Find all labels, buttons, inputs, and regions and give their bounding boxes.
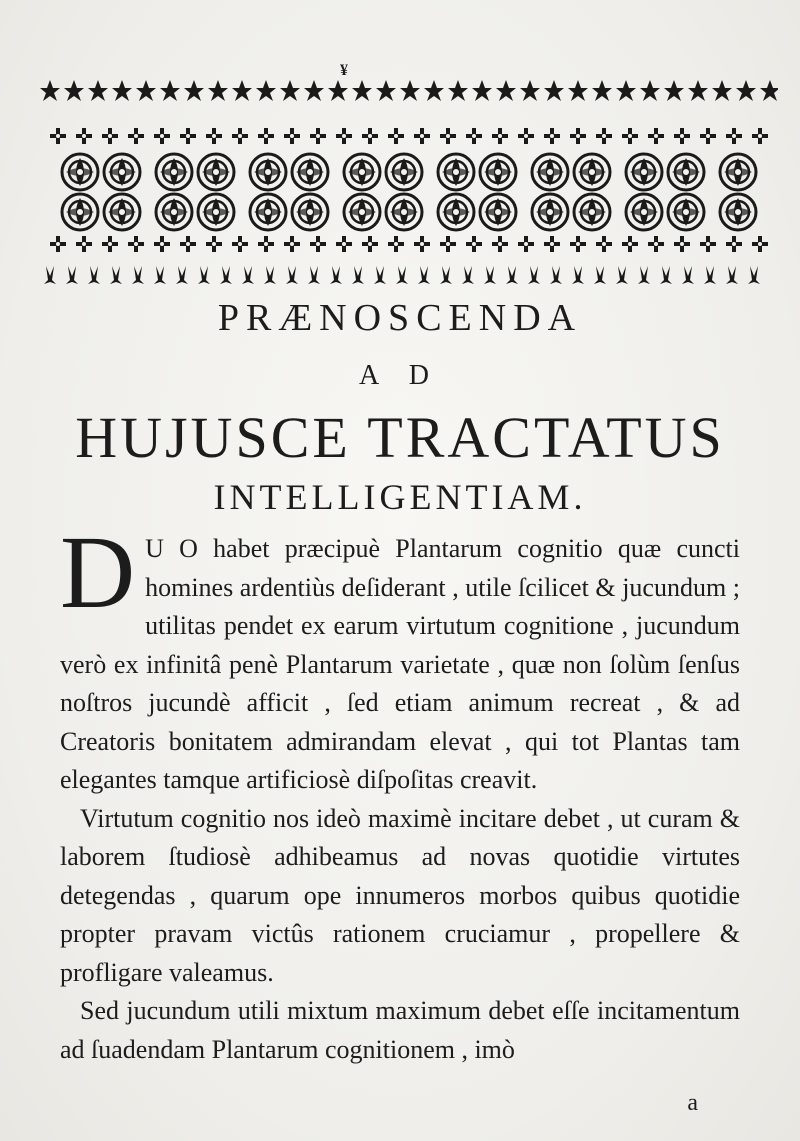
title-intelligentiam: INTELLIGENTIAM. bbox=[213, 477, 587, 517]
paragraph-2: Virtutum cognitio nos ideò maximè incitare debet , ut curam & laborem ſtudiosè adhibeamus ad novas quotidie virtutes detegendas , quarum ope innumeros morbos quibus quotidie propter pravam victûs rationem cruciamur , propellere & profligare valeamus. bbox=[60, 803, 740, 987]
title-praenoscenda: PRÆNOSCENDA bbox=[217, 297, 583, 339]
paragraph-1-text: U O habet præcipuè Plantarum cognitio quæ cuncti homines ardentiùs deſiderant , utile ſcilicet & jucundum ; utilitas pendet ex earum virtutum cognitione , jucundum verò ex infinitâ penè Plantarum varietate , quæ non ſolùm ſenſus noſtros jucundè afficit , ſed etiam animum recreat , & ad Creatoris bonitatem admirandam elevat , qui tot Plantas tam elegantes tamque artificiosè diſpoſitas creavit. bbox=[60, 534, 740, 794]
title-hujusce-tractatus: HUJUSCE TRACTATUS bbox=[75, 405, 725, 470]
title-ad: A D bbox=[359, 360, 441, 391]
drop-cap: D bbox=[60, 515, 136, 630]
paragraph-1 bbox=[60, 515, 740, 800]
signature-mark: ¥ bbox=[340, 62, 348, 79]
catchword: a bbox=[687, 1090, 698, 1116]
body-text bbox=[60, 515, 740, 1069]
ornamental-headpiece bbox=[38, 80, 778, 286]
paragraph-3: Sed jucundum utili mixtum maximum debet eſſe incitamentum ad ſuadendam Plantarum cognitionem , imò bbox=[60, 996, 740, 1064]
